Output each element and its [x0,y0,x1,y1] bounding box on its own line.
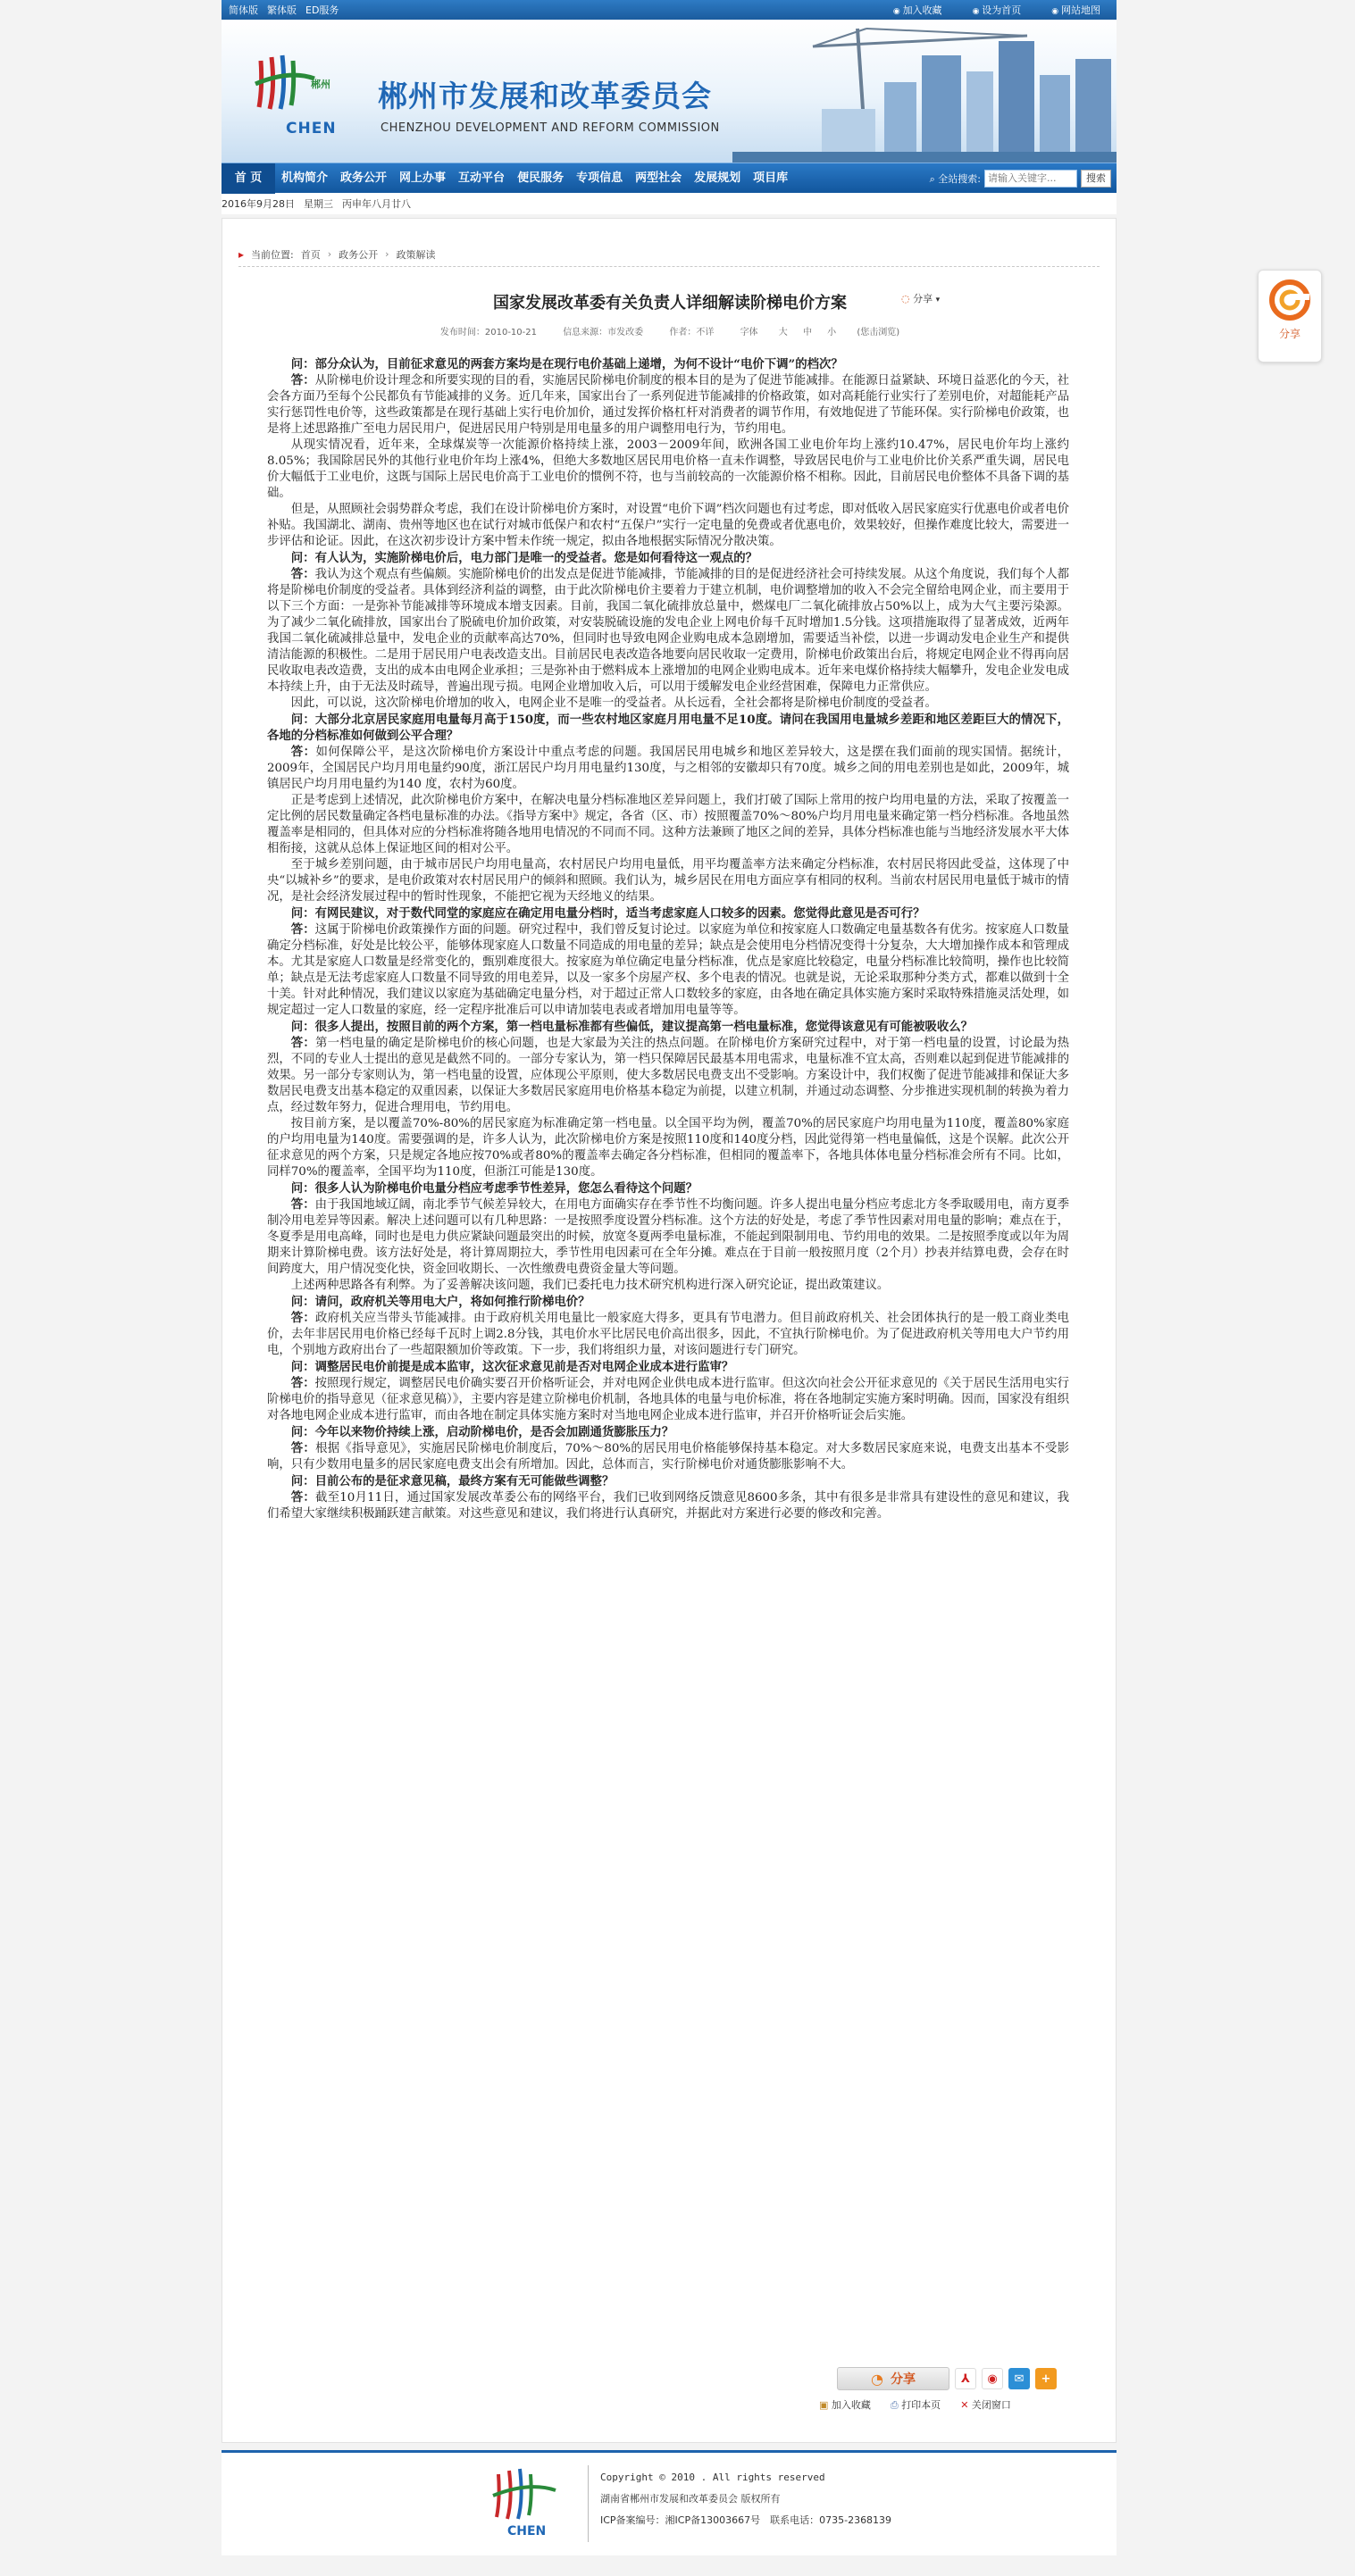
question-paragraph: 问：很多人提出，按照目前的两个方案，第一档电量标准都有些偏低，建议提高第一档电量标准，您觉得该意见有可能被吸收么？ [290,1020,974,1034]
answer-paragraph [267,1440,1069,1473]
question-paragraph: 问：目前公布的是征求意见稿，最终方案有无可能做些调整？ [290,1474,615,1488]
nav-special-info[interactable]: 专项信息 [576,171,623,185]
paragraph-text: 按照现行规定，调整居民电价确实要召开价格听证会，并对电网企业供电成本进行监审。但这次向社会公开征求意见的《关于居民生活用电实行阶梯电价的指导意见（征求意见稿）》，主要内容是建立阶梯电价机制，各地具体的电量与电价标准，将在各地制定实施方案时明确。因而，国家没有组织对各地电网企业成本进行监审，而由各地在制定具体实施方案时对当地电网企业成本进行监审，并召开价格听证会后实施。 [267,1377,1070,1422]
nav-interaction[interactable]: 互动平台 [458,171,506,185]
paragraph-text: 第一档电量的确定是阶梯电价的核心问题，也是大家最为关注的热点问题。在阶梯电价方案研究过程中，对于第一档电量的设置，讨论最为热烈，不同的专业人士提出的意见是截然不同的。一部分专家认为，第一档只保障居民最基本用电需求，电量标准不宜太高，否则难以起到促进节能减排的效果。另一部分专家则认为，第一档电量的设置，应体现公平原则，使大多数居民电费支出不受影响。方案设计中，我们权衡了促进节能减排和保证大多数居民电费支出基本稳定的双重因素，以保证大多数居民家庭用电价格基本稳定为前提，以建立机制，并通过动态调整、分步推进实现机制的转换为着力点，经过数年努力，促进合理用电，节约用电。 [267,1037,1069,1114]
top-links-left [229,3,339,17]
paragraph-text: 从阶梯电价设计理念和所要实现的目的看，实施居民阶梯电价制度的根本目的是为了促进节能减排。在能源日益紧缺、环境日益恶化的今天，社会各方面乃至每个公民都负有节能减排的义务。近几年来，国家出台了一系列促进节能减排的价格政策，如对高耗能行业实行了差别电价，对超能耗产品实行惩罚性电价等，这些政策都是在现行基础上实行电价加价，通过发挥价格杠杆对消费者的调节作用，有效地促进了节能环保。实行阶梯电价政策，也是将上述思路推广至电力居民用户，促进居民用户特别是用电量多的用户调整用电行为，节约用电。 [267,374,1070,436]
paragraph-text: 但是，从照顾社会弱势群众考虑，我们在设计阶梯电价方案时，对设置“电价下调”档次问题也有过考虑，即对低收入居民家庭实行优惠电价或者电价补贴。我国湖北、湖南、贵州等地区也在试行对城市低保户和农村“五保户”实行一定电量的免费或者优惠电价，效果较好，但操作难度比较大，需要进一步评估和论证。因此，在这次初步设计方案中暂未作统一规定，拟由各地根据实际情况分散决策。 [267,503,1069,548]
location-pin-icon: ▸ [238,247,245,261]
meta-source: 信息来源：市发改委 [563,328,644,338]
question-paragraph: 问：有网民建议，对于数代同堂的家庭应在确定用电量分档时，适当考虑家庭人口较多的因素。您觉得此意见是否可行？ [290,906,925,921]
site-search [930,170,1117,188]
nav-online-services[interactable]: 网上办事 [399,171,447,185]
share-button-label: 分享 [890,2372,916,2387]
font-size-medium[interactable]: 中 [802,328,812,338]
paragraph-text: 截至10月11日，通过国家发展改革委公布的网络平台，我们已收到网络反馈意见8600多条，其中有很多是非常具有建设性的意见和建议，我们希望大家继续积极踊跃建言献策。对这些意见和建议，我们将进行认真研究，并据此对方案进行必要的修改和完善。 [267,1491,1070,1521]
search-button[interactable]: 搜索 [1081,170,1111,188]
nav-gov-affairs[interactable]: 政务公开 [340,171,388,185]
answer-lead: 答： [290,373,315,388]
breadcrumb-home[interactable]: 首页 [300,248,321,261]
answer-paragraph [267,1375,1069,1424]
answer-paragraph [267,921,1069,1019]
page-tools [819,2397,1087,2415]
share-icon: ◌ [901,293,910,304]
favorite-icon: ▣ [819,2399,832,2411]
site-footer [222,2450,1117,2555]
answer-paragraph [267,502,1069,550]
answer-lead: 答： [290,1376,315,1390]
answer-lead: 答： [290,922,315,937]
font-size-large[interactable]: 大 [778,328,788,338]
answer-lead: 答： [290,1490,316,1505]
answer-paragraph [267,696,1069,712]
add-favorite-label: 加入收藏 [831,2399,871,2411]
share-logo-icon: ◔ [871,2370,883,2388]
share-weibo-icon[interactable]: ◉ [982,2368,1003,2389]
paragraph-text: 从现实情况看，近年来，全球煤炭等一次能源价格持续上涨，2003－2009年间，欧洲各国工业电价年均上涨约10.47%，居民电价年均上涨约8.05%；我国除居民外的其他行业电价年均上涨4%，但绝大多数地区居民用电价格一直未作调整，导致居民电价与工业电价比价关系严重失调，居民电价大幅低于工业电价，这既与国际上居民电价高于工业电价的惯例不符，也与当前较高的一次能源价格不相称。因此，目前居民电价整体不具备下调的基础。 [267,438,1069,500]
search-label: ⌕ 全站搜索: [930,171,981,186]
question-paragraph: 问：有人认为，实施阶梯电价后，电力部门是唯一的受益者。您是如何看待这一观点的？ [290,551,758,565]
page-wrapper [222,0,1117,2538]
footer-divider [588,2465,589,2542]
header-banner [222,20,1117,163]
answer-lead: 答： [290,567,315,581]
paragraph-text: 正是考虑到上述情况，此次阶梯电价方案中，在解决电量分档标准地区差异问题上，我们打破了国际上常用的按户均用电量的方法，采取了按覆盖一定比例的居民数量确定各档电量标准的办法。《指导方案中》规定，各省（区、市）按照覆盖70%～80%户均月用电量来确定第一档分档标准。各地虽然覆盖率是相同的，但具体对应的分档标准将随各地用电情况的不同而不同。这种方法兼顾了地区之间的差异，具体分档标准也能与当地经济发展水平大体相衔接，这就从总体上保证地区间的相对公平。 [267,794,1069,855]
answer-paragraph [267,793,1069,857]
answer-lead: 答： [290,745,316,759]
close-window-button[interactable] [960,2397,1011,2415]
link-sitemap[interactable]: ◉ 网站地图 [1051,3,1100,17]
link-traditional[interactable]: 繁体版 [267,4,297,16]
current-date: 2016年9月28日 [222,198,295,210]
article-title: 国家发展改革委有关负责人详细解读阶梯电价方案 [493,294,847,313]
answer-paragraph [267,1278,1069,1294]
meta-hits: (您击浏览) [857,328,900,338]
link-add-favorite[interactable]: ◉ 加入收藏 [893,3,942,17]
paragraph-text: 按目前方案，是以覆盖70%-80%的居民家庭为标准确定第一档电量。以全国平均为例，覆盖70%的居民家庭户均用电量为110度，覆盖80%家庭的户均用电量为140度。需要强调的是，许多人认为，此次阶梯电价方案是按照110度和140度分档，因此觉得第一档电量偏低，这是个误解。此次公开征求意见的两个方案，只是规定各地应按70%或者80%的覆盖率去确定各分档标准，但相同的覆盖率下，各地具体体电量分档标准会所有不同。比如，同样70%的覆盖率，全国平均为110度，但浙江可能是130度。 [267,1117,1069,1179]
answer-paragraph [267,438,1069,502]
nav-development-plan[interactable]: 发展规划 [694,171,741,185]
logo-chen-text: CHEN [286,120,337,138]
nav-citizen-services[interactable]: 便民服务 [517,171,565,185]
breadcrumb [238,242,1100,267]
lunar-date: 丙申年八月廿八 [342,198,411,210]
answer-paragraph [267,1116,1069,1180]
footer-logo-chen: CHEN [507,2524,547,2538]
print-icon: ⎙ [890,2399,902,2411]
top-bar [222,0,1117,20]
meta-author: 作者：不详 [669,328,715,338]
nav-two-type-society[interactable]: 两型社会 [635,171,682,185]
share-qzone-icon[interactable]: ✉ [1008,2368,1030,2389]
footer-copyright: Copyright © 2010 . All rights reserved [600,2472,825,2483]
paragraph-text: 因此，可以说，这次阶梯电价增加的收入，电网企业不是唯一的受益者。从长远看，全社会都将是阶梯电价制度的受益者。 [290,696,937,710]
footer-icp: ICP备案编号：湘ICP备13003667号 联系电话：0735-2368139 [600,2514,892,2526]
answer-paragraph [267,1196,1069,1278]
answer-paragraph [267,1489,1069,1522]
paragraph-text: 政府机关应当带头节能减排。由于政府机关用电量比一般家庭大得多，更具有节电潜力。但目前政府机关、社会团体执行的是一般工商业类电价，去年非居民用电价格已经每千瓦时上调2.8分钱，其电价水平比居民电价高出很多，因此，不宜执行阶梯电价。为了促进政府机关等用电大户节约用电，个别地方政府出台了一些超限额加价等政策。下一步，我们将组织力量，对该问题进行专门研究。 [267,1312,1069,1357]
breadcrumb-policy[interactable]: 政策解读 [396,248,436,261]
question-paragraph: 问：请问，政府机关等用电大户，将如何推行阶梯电价？ [290,1295,590,1309]
question-paragraph: 问：调整居民电价前提是成本监审，这次征求意见前是否对电网企业成本进行监审？ [290,1360,734,1374]
link-ed-service[interactable]: ED服务 [305,4,339,16]
question-paragraph: 问：大部分北京居民家庭用电量每月高于150度，而一些农村地区家庭月用电量不足10度。请问在我国用电量城乡差距和地区差距巨大的情况下，各地的分档标准如何做到公平合理？ [267,713,1069,743]
print-button[interactable] [891,2397,941,2415]
title-share-label: 分享 [913,293,933,304]
answer-paragraph [267,566,1069,696]
floating-share-widget[interactable] [1258,270,1322,363]
answer-lead: 答： [290,1311,316,1325]
nav-home[interactable]: 首 页 [222,163,275,194]
chevron-down-icon: ▾ [935,296,941,304]
floating-share-label: 分享 [1278,328,1301,340]
link-set-homepage[interactable]: ◉ 设为首页 [973,3,1022,17]
paragraph-text: 如何保障公平，是这次阶梯电价方案设计中重点考虑的问题。我国居民用电城乡和地区差异较大，这是摆在我们面前的现实国情。据统计，2009年，全国居民户均月用电量约90度，浙江居民户均月用电量约130度，与之相邻的安徽却只有70度。城乡之间的用电差别也是如此，2009年，城镇居民户均月用电量约为140 度，农村为60度。 [267,746,1069,791]
answer-paragraph [267,372,1069,438]
paragraph-text: 由于我国地域辽阔，南北季节气候差异较大，在用电方面确实存在季节性不均衡问题。许多人提出电量分档应考虑北方冬季取暖用电，南方夏季制冷用电差异等因素。解决上述问题可以有几种思路：一是按照季度设置分档标准。这个方法的好处是，考虑了季节性因素对用电量的影响；难点在于，冬夏季是用电高峰，同时也是电力供应紧缺问题最突出的时候，放宽冬夏两季电量标准，不能起到限制用电、节约用电的效果。二是按照季度或以年为周期来计算阶梯电费。该方法好处是，将计算周期拉大，季节性用电因素可在全年分摊。难点在于目前一般按照月度（2个月）抄表并结算电费，会存在时间跨度大，用户情况变化快，资金回收期长、一次性缴费电费资金量大等问题。 [267,1198,1070,1276]
answer-lead: 答： [290,1441,316,1455]
answer-paragraph [267,1035,1069,1116]
city-skyline-illustration [732,20,1117,163]
answer-paragraph [267,744,1069,793]
site-title-en: CHENZHOU DEVELOPMENT AND REFORM COMMISSION [381,121,720,135]
date-bar [222,193,1117,214]
footer-logo-icon [489,2467,570,2538]
close-icon: ✕ [960,2399,972,2411]
content-panel [222,218,1117,2443]
article-meta [222,324,1117,338]
current-weekday: 星期三 [304,198,333,210]
footer-owner: 湖南省郴州市发展和改革委员会 版权所有 [600,2493,781,2505]
answer-lead: 答： [290,1036,316,1050]
paragraph-text: 至于城乡差别问题，由于城市居民户均用电量高，农村居民户均用电量低，用平均覆盖率方法来确定分档标准，农村居民将因此受益，这体现了中央“以城补乡”的要求，是电价政策对农村居民用户的倾斜和照顾。我们认为，城乡居民在用电方面应享有相同的权利。当前农村居民用电量低于城市的情况，是社会经济发展过程中的暂时性现象，不能把它视为天经地义的结果。 [267,858,1069,904]
breadcrumb-label: 当前位置: [251,248,294,261]
link-simplified[interactable]: 简体版 [229,4,258,16]
paragraph-text: 上述两种思路各有利弊。为了妥善解决该问题，我们已委托电力技术研究机构进行深入研究论证，提出政策建议。 [290,1279,890,1292]
logo-small-text: 郴州 [311,79,330,90]
article-body [267,356,1069,1522]
site-title: 郴州市发展和改革委员会 [378,79,712,113]
font-size-small[interactable]: 小 [827,328,837,338]
nav-project-library[interactable]: 项目库 [753,171,789,185]
meta-font-label: 字体 [740,328,758,338]
paragraph-text: 根据《指导意见》，实施居民阶梯电价制度后，70%～80%的居民用电价格能够保持基本稳定。对大多数居民家庭来说，电费支出基本不受影响，只有少数用电量多的居民家庭电费支出会有所增加。因此，总体而言，实行阶梯电价对通货膨胀影响不大。 [267,1442,1070,1471]
question-paragraph: 问：今年以来物价持续上涨，启动阶梯电价，是否会加剧通货膨胀压力？ [290,1425,674,1439]
answer-paragraph [267,1310,1069,1359]
breadcrumb-separator: › [385,248,389,260]
meta-date: 发布时间：2010-10-21 [439,328,537,338]
answer-lead: 答： [290,1197,315,1212]
share-bar [837,2367,1082,2390]
share-more-icon[interactable]: + [1035,2368,1057,2389]
title-share[interactable] [901,291,940,305]
add-favorite-button[interactable] [819,2397,871,2415]
share-acrobat-icon[interactable]: ⅄ [955,2368,976,2389]
share-button[interactable] [837,2367,949,2390]
floating-share-icon [1269,279,1310,321]
search-input[interactable] [984,170,1077,188]
top-links-right [893,3,1109,17]
footer-text [600,2467,891,2531]
main-nav [222,163,1117,193]
breadcrumb-separator: › [327,248,332,260]
paragraph-text: 这属于阶梯电价政策操作方面的问题。研究过程中，我们曾反复讨论过。以家庭为单位和按家庭人口数确定电量基数各有优劣。按家庭人口数量确定分档标准，好处是比较公平，能够体现家庭人口数量不同造成的用电量的差异；缺点是会使用电分档情况变得十分复杂，大大增加操作成本和管理成本。尤其是家庭人口数量是经常变化的，甄别难度很大。按家庭为单位确定电量分档标准，优点是家庭比较稳定，电量分档标准比较简明，操作也比较简单；缺点是无法考虑家庭人口数量不同导致的用电差异，以及一家多个房屋产权、多个电表的情况。也就是说，无论采取那种分类方式，都难以做到十全十美。针对此种情况，我们建议以家庭为基础确定电量分档，对于超过正常人口数较多的家庭，由各地在确定具体实施方案时采取特殊措施灵活处理，如规定超过一定人口数量的家庭，经一定程序批准后可以申请加装电表或者增加用电量等等。 [267,923,1070,1017]
close-window-label: 关闭窗口 [971,2399,1011,2411]
question-paragraph: 问：很多人认为阶梯电价电量分档应考虑季节性差异，您怎么看待这个问题？ [290,1181,698,1196]
question-paragraph: 问：部分众认为，目前征求意见的两套方案均是在现行电价基础上递增，为何不设计“电价下调”的档次？ [290,357,843,371]
nav-about[interactable]: 机构简介 [281,171,329,185]
answer-paragraph [267,857,1069,905]
breadcrumb-gov-affairs[interactable]: 政务公开 [339,248,379,261]
paragraph-text: 我认为这个观点有些偏颇。实施阶梯电价的出发点是促进节能减排，节能减排的目的是促进经济社会可持续发展。从这个角度说，我们每个人都将是阶梯电价制度的受益者。具体到经济利益的调整，由于此次阶梯电价主要着力于建立机制，电价调整增加的收入不会完全留给电网企业，而主要用于以下三个方面：一是弥补节能减排等环境成本增支因素。目前，我国二氧化硫排放总量中，燃煤电厂二氧化硫排放占50%以上，成为大气主要污染源。为了减少二氧化硫排放，国家出台了脱硫电价加价政策，对安装脱硫设施的发电企业上网电价每千瓦时增加1.5分钱。这项措施取得了显著成效，近两年我国二氧化硫减排总量中，发电企业的贡献率高达70%，但同时也导致电网企业购电成本急剧增加，需要适当补偿，以进一步调动发电企业生产和提供清洁能源的积极性。二是用于居民用户电表改造支出。目前居民电表改造各地要向居民收取一定费用，阶梯电价政策出台后，将规定电网企业不得再向居民收取电表改造费，支出的成本由电网企业承担；三是弥补由于燃料成本上涨增加的电网企业购电成本。近年来电煤价格持续大幅攀升，发电企业发电成本持续上升，由于无法及时疏导，普遍出现亏损。电网企业增加收入后，可以用于缓解发电企业经营困难，保障电力正常供应。 [267,568,1070,694]
print-label: 打印本页 [901,2399,941,2411]
